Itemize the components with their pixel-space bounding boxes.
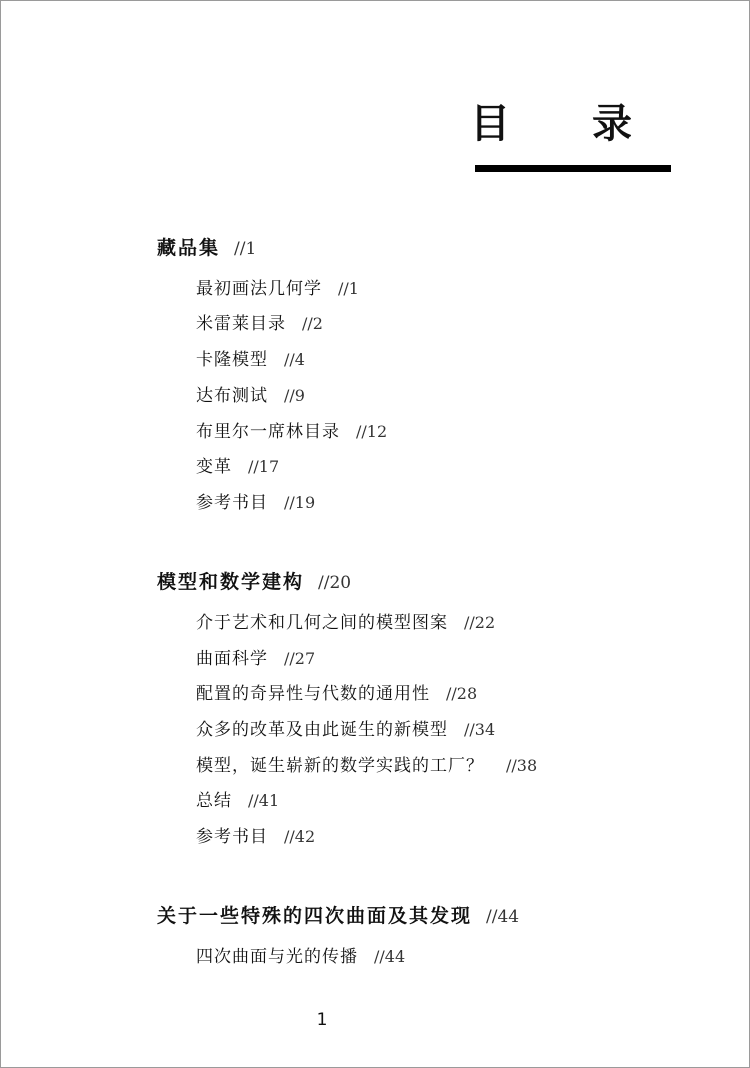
toc-entry[interactable] — [196, 612, 495, 634]
toc-entry[interactable] — [196, 826, 315, 848]
entry-title: 模型，诞生崭新的数学实践的工厂？ — [196, 756, 484, 776]
toc-entry[interactable] — [196, 456, 279, 478]
toc-entry[interactable] — [196, 421, 387, 443]
entry-page: //9 — [284, 386, 305, 405]
entry-title: 最初画法几何学 — [196, 279, 322, 299]
section-page: //20 — [318, 573, 352, 593]
page-number: 1 — [316, 1010, 328, 1030]
entry-title: 卡隆模型 — [196, 350, 268, 370]
entry-title: 介于艺术和几何之间的模型图案 — [196, 613, 448, 633]
entry-title: 布里尔一席林目录 — [196, 422, 340, 442]
section-heading[interactable] — [157, 236, 256, 261]
entry-page: //17 — [248, 457, 280, 476]
entry-title: 参考书目 — [196, 493, 268, 513]
entry-page: //28 — [446, 684, 478, 703]
toc-title: 目 录 — [470, 101, 666, 147]
entry-page: //22 — [464, 613, 496, 632]
entry-title: 曲面科学 — [196, 649, 268, 669]
section-title: 关于一些特殊的四次曲面及其发现 — [157, 905, 473, 927]
entry-page: //12 — [356, 422, 388, 441]
section-page: //44 — [486, 907, 520, 927]
toc-entry[interactable] — [196, 755, 537, 777]
entry-title: 达布测试 — [196, 386, 268, 406]
section-page: //1 — [234, 239, 257, 259]
entry-page: //2 — [302, 314, 323, 333]
toc-entry[interactable] — [196, 648, 315, 670]
section-heading[interactable] — [157, 904, 519, 929]
entry-page: //44 — [374, 947, 406, 966]
entry-title: 参考书目 — [196, 827, 268, 847]
toc-entry[interactable] — [196, 946, 405, 968]
entry-page: //38 — [506, 756, 538, 775]
toc-section — [157, 570, 538, 847]
entry-title: 四次曲面与光的传播 — [196, 947, 358, 967]
toc-entry[interactable] — [196, 349, 305, 371]
entry-page: //41 — [248, 791, 280, 810]
entry-title: 米雷莱目录 — [196, 314, 286, 334]
toc-entry[interactable] — [196, 313, 323, 335]
entry-page: //42 — [284, 827, 316, 846]
toc-entry[interactable] — [196, 790, 279, 812]
entry-title: 总结 — [196, 791, 232, 811]
toc-entry[interactable] — [196, 719, 495, 741]
title-underline — [475, 165, 671, 172]
entry-page: //27 — [284, 649, 316, 668]
entry-title: 众多的改革及由此诞生的新模型 — [196, 720, 448, 740]
section-title: 模型和数学建构 — [157, 571, 305, 593]
section-heading[interactable] — [157, 570, 351, 595]
toc-entry[interactable] — [196, 278, 359, 300]
toc-entry[interactable] — [196, 683, 477, 705]
toc-section — [157, 904, 520, 967]
entry-page: //1 — [338, 279, 359, 298]
entry-page: //19 — [284, 493, 316, 512]
toc-section — [157, 236, 388, 513]
entry-page: //4 — [284, 350, 305, 369]
entry-title: 配置的奇异性与代数的通用性 — [196, 684, 430, 704]
entry-page: //34 — [464, 720, 496, 739]
section-title: 藏品集 — [157, 237, 221, 259]
toc-entry[interactable] — [196, 492, 315, 514]
toc-entry[interactable] — [196, 385, 305, 407]
entry-title: 变革 — [196, 457, 232, 477]
